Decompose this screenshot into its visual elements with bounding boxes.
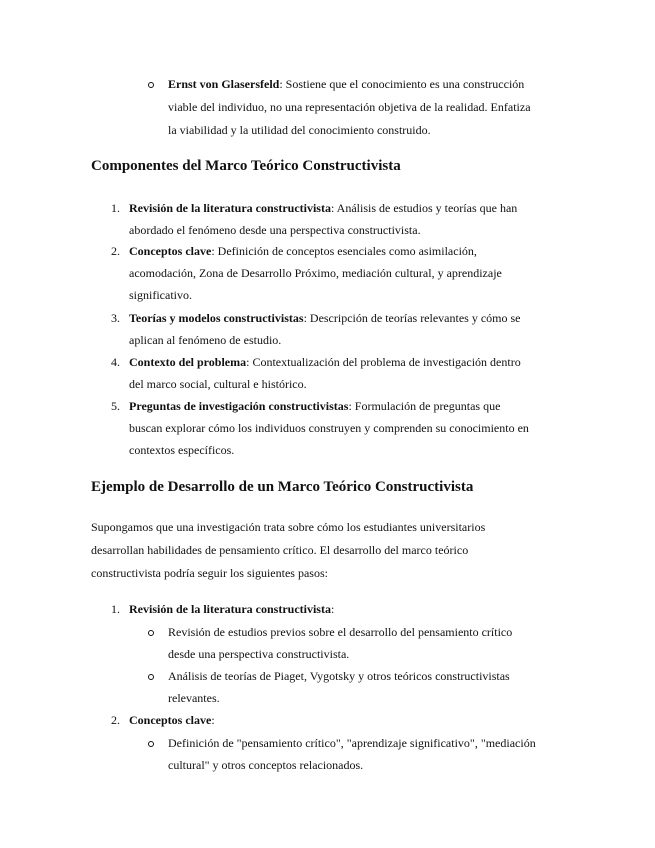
paragraph-line-3: constructivista podría seguir los siguientes pasos: <box>91 566 328 580</box>
list-item-5-line-3: contextos específicos. <box>129 443 235 457</box>
bullet-icon <box>148 82 154 88</box>
list-number: 3. <box>111 311 120 325</box>
list-item-5-line-2: buscan explorar cómo los individuos construyen y comprenden su conocimiento en <box>129 421 529 435</box>
list-item-1-line-2: abordado el fenómeno desde una perspectiva constructivista. <box>129 223 421 237</box>
list-number: 2. <box>111 713 120 727</box>
list-number: 5. <box>111 399 120 413</box>
glasersfeld-name: Ernst von Glasersfeld <box>168 77 280 91</box>
step-2-title: Conceptos clave: <box>129 713 215 727</box>
glasersfeld-line-1: Ernst von Glasersfeld: Sostiene que el conocimiento es una construcción <box>168 77 525 91</box>
list-item-4-line-1: Contexto del problema: Contextualización del problema de investigación dentro <box>129 355 521 369</box>
section-heading-example: Ejemplo de Desarrollo de un Marco Teórico Constructivista <box>91 479 474 495</box>
list-item-3-line-1: Teorías y modelos constructivistas: Descripción de teorías relevantes y cómo se <box>129 311 521 325</box>
bullet-icon <box>148 674 154 680</box>
list-item-4-line-2: del marco social, cultural e histórico. <box>129 377 307 391</box>
list-number: 2. <box>111 244 120 258</box>
list-number: 1. <box>111 201 120 215</box>
step-1-sub-1-line-2: desde una perspectiva constructivista. <box>168 647 350 661</box>
step-1-sub-2-line-2: relevantes. <box>168 691 220 705</box>
list-item-2-line-3: significativo. <box>129 288 192 302</box>
list-number: 4. <box>111 355 120 369</box>
list-item-3-line-2: aplican al fenómeno de estudio. <box>129 333 282 347</box>
bullet-icon <box>148 630 154 636</box>
list-item-5-line-1: Preguntas de investigación constructivistas: Formulación de preguntas que <box>129 399 501 413</box>
list-item-2-line-1: Conceptos clave: Definición de conceptos esenciales como asimilación, <box>129 244 477 258</box>
section-heading-components: Componentes del Marco Teórico Constructivista <box>91 158 401 174</box>
paragraph-line-2: desarrollan habilidades de pensamiento crítico. El desarrollo del marco teórico <box>91 543 469 557</box>
glasersfeld-line-3: la viabilidad y la utilidad del conocimiento construido. <box>168 123 431 137</box>
step-2-sub-1-line-1: Definición de "pensamiento crítico", "aprendizaje significativo", "mediación <box>168 736 536 750</box>
list-item-1-line-1: Revisión de la literatura constructivista: Análisis de estudios y teorías que han <box>129 201 518 215</box>
bullet-icon <box>148 741 154 747</box>
step-2-sub-1-line-2: cultural" y otros conceptos relacionados. <box>168 758 364 772</box>
paragraph-line-1: Supongamos que una investigación trata sobre cómo los estudiantes universitarios <box>91 520 486 534</box>
list-number: 1. <box>111 602 120 616</box>
step-1-sub-2-line-1: Análisis de teorías de Piaget, Vygotsky y otros teóricos constructivistas <box>168 669 510 683</box>
glasersfeld-line-2: viable del individuo, no una representación objetiva de la realidad. Enfatiza <box>168 100 531 114</box>
list-item-2-line-2: acomodación, Zona de Desarrollo Próximo, mediación cultural, y aprendizaje <box>129 266 502 280</box>
step-1-sub-1-line-1: Revisión de estudios previos sobre el desarrollo del pensamiento crítico <box>168 625 513 639</box>
step-1-title: Revisión de la literatura constructivista: <box>129 602 335 616</box>
